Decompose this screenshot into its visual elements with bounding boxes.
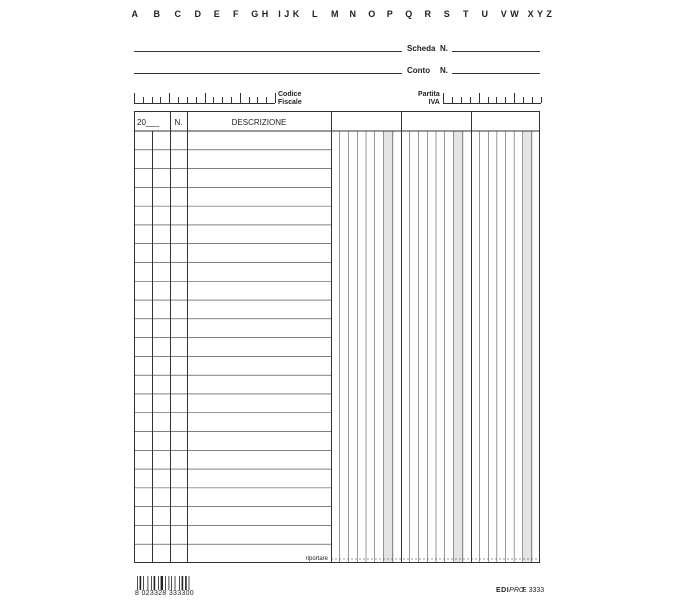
codice-fiscale-label-line2: Fiscale: [278, 99, 302, 106]
alphabet-tab-f: F: [233, 9, 239, 19]
barcode-bar: [158, 576, 159, 590]
alphabet-tab-q: Q: [405, 9, 413, 19]
barcode-bar: [151, 576, 152, 590]
year-column-header: 20___: [137, 118, 160, 127]
alphabet-tab-n: N: [349, 9, 357, 19]
barcode-bar: [165, 576, 166, 590]
barcode-bar: [137, 576, 138, 590]
barcode-bar: [140, 576, 142, 590]
scheda-number-label: N.: [440, 44, 448, 53]
brand-logo-light: PRO: [509, 587, 525, 594]
riportare-note: riportare: [305, 556, 328, 562]
barcode-bar: [189, 576, 190, 590]
codice-fiscale-label-line1: Codice: [278, 91, 302, 98]
barcode-bar: [143, 576, 144, 590]
alphabet-tab-c: C: [174, 9, 182, 19]
alphabet-tab-m: M: [331, 9, 339, 19]
conto-label: Conto: [407, 66, 431, 75]
barcode: [135, 576, 197, 590]
barcode-bar: [154, 576, 156, 590]
conto-number-label: N.: [440, 66, 448, 75]
brand-logo-bold: EDI: [496, 587, 510, 594]
alphabet-tab-vw: V W: [500, 9, 520, 19]
ledger-border: [135, 112, 540, 563]
barcode-digits: 8 023328 333300: [135, 590, 194, 597]
partita-iva-label-line1: Partita: [418, 91, 440, 98]
brand-logo: [496, 587, 524, 594]
partita-iva-label-line2: IVA: [428, 99, 440, 106]
alphabet-tab-p: P: [386, 9, 394, 19]
alphabet-tab-gh: G H: [251, 9, 269, 19]
alphabet-tab-a: A: [131, 9, 139, 19]
barcode-bar: [169, 576, 170, 590]
barcode-bar: [148, 576, 149, 590]
product-code: E 3333: [522, 587, 545, 594]
barcode-bar: [161, 576, 163, 590]
number-column-header: N.: [174, 118, 183, 127]
alphabet-tab-o: O: [368, 9, 376, 19]
alphabet-tab-e: E: [213, 9, 221, 19]
alphabet-tab-t: T: [463, 9, 469, 19]
scheda-label: Scheda: [407, 44, 436, 53]
barcode-bar: [179, 576, 180, 590]
alphabet-tab-u: U: [481, 9, 489, 19]
alphabet-tab-ijk: I J K: [278, 9, 300, 19]
barcode-bar: [182, 576, 184, 590]
alphabet-tab-l: L: [312, 9, 318, 19]
description-column-header: DESCRIZIONE: [231, 118, 287, 127]
alphabet-tab-d: D: [194, 9, 202, 19]
barcode-bar: [175, 576, 176, 590]
alphabet-tab-s: S: [443, 9, 451, 19]
alphabet-tab-xyz: X Y Z: [527, 9, 553, 19]
barcode-bar: [185, 576, 187, 590]
barcode-bar: [171, 576, 172, 590]
alphabet-tab-b: B: [153, 9, 161, 19]
alphabet-tab-r: R: [424, 9, 432, 19]
